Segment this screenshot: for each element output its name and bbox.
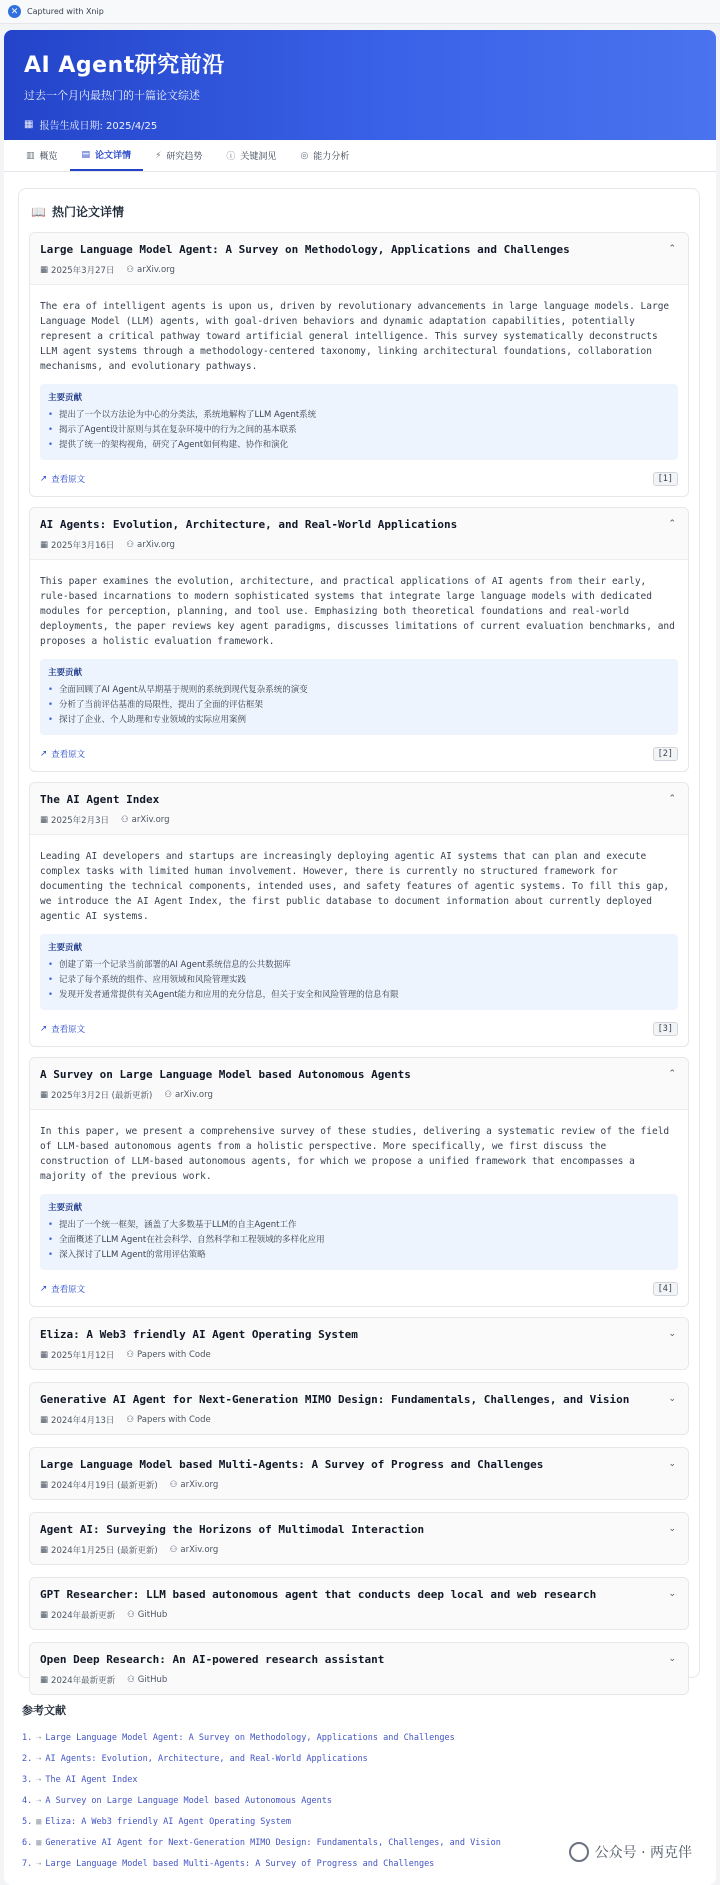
paper-date-text: 2024年4月19日 (最新更新) [51, 1481, 158, 1491]
watermark [565, 1840, 696, 1864]
user-icon: ⚇ [169, 1545, 178, 1555]
page-title: AI Agent研究前沿 [24, 53, 225, 78]
contributions-title: 主要贡献 [48, 393, 83, 403]
page-subtitle: 过去一个月内最热门的十篇论文综述 [24, 89, 200, 102]
paper-date-text: 2025年3月2日 (最新更新) [51, 1091, 153, 1101]
contribution-item [48, 958, 670, 973]
page-frame [4, 30, 716, 1885]
chevron-down-icon[interactable]: ⌄ [668, 1329, 676, 1339]
paper-meta [40, 1089, 678, 1101]
paper-meta [40, 1414, 678, 1426]
contributions-box [40, 1194, 678, 1270]
tab-4[interactable] [288, 140, 361, 171]
paper-date [40, 1609, 115, 1621]
chevron-up-icon[interactable]: ⌃ [668, 794, 676, 804]
reference-badge: [4] [653, 1282, 678, 1296]
reference-number: 7. [22, 1859, 33, 1869]
contribution-item [48, 423, 670, 438]
reference-emoji-icon: ▦ [36, 1838, 42, 1848]
paper-source [170, 1479, 219, 1491]
contribution-item [48, 1233, 670, 1248]
reference-number: 2. [22, 1754, 33, 1764]
reference-link[interactable]: AI Agents: Evolution, Architecture, and Real-World Applications [45, 1754, 368, 1764]
calendar-icon: ▦ [40, 1480, 49, 1490]
contribution-item [48, 683, 670, 698]
contributions-title: 主要贡献 [48, 1203, 83, 1213]
contributions-list [48, 683, 670, 728]
reference-link[interactable]: Large Language Model based Multi-Agents: A Survey of Progress and Challenges [45, 1859, 435, 1869]
xnip-logo-icon: ✕ [8, 5, 21, 18]
paper-source [126, 1414, 210, 1426]
tab-2[interactable] [143, 140, 214, 171]
contribution-text: • 全面回顾了AI Agent从早期基于规则的系统到现代复杂系统的演变 [59, 685, 308, 695]
paper-card [29, 1382, 689, 1435]
paper-meta [40, 1544, 678, 1556]
calendar-icon: ▦ [40, 540, 49, 550]
contribution-text: • 发现开发者通常提供有关Agent能力和应用的充分信息，但关于安全和风险管理的信息有限 [59, 990, 399, 1000]
reference-item[interactable] [22, 1791, 698, 1812]
calendar-icon: ▦ [24, 119, 34, 130]
reference-emoji-icon: ⇢ [36, 1754, 42, 1764]
paper-card [29, 507, 689, 772]
paper-date [40, 1349, 114, 1361]
paper-date [40, 814, 109, 826]
reference-emoji-icon: ⇢ [36, 1796, 42, 1806]
paper-abstract: Leading AI developers and startups are increasingly deploying agentic AI systems that can plan and execute complex tasks with limited human involvement. However, there is currently no structured framework for documenting the technical components, intended uses, and safety features of agentic systems. To fill this gap, we introduce the AI Agent Index, the first public database to document information about currently deployed agentic AI systems. [40, 851, 670, 922]
contribution-item [48, 438, 670, 453]
paper-date [40, 1544, 158, 1556]
external-link-icon: ↗ [40, 474, 48, 484]
paper-card-footer [40, 1282, 678, 1296]
user-icon: ⚇ [169, 1480, 178, 1490]
chevron-up-icon[interactable]: ⌃ [668, 244, 676, 254]
contribution-text: • 揭示了Agent设计原则与其在复杂环境中的行为之间的基本联系 [59, 425, 297, 435]
paper-source-text: arXiv.org [180, 1545, 219, 1555]
paper-source-text: arXiv.org [180, 1480, 219, 1490]
external-link-icon: ↗ [40, 1024, 48, 1034]
contributions-list [48, 1218, 670, 1263]
paper-card [29, 782, 689, 1047]
reference-emoji-icon: ⇢ [36, 1859, 42, 1869]
paper-date-text: 2025年3月27日 [51, 266, 115, 276]
chevron-up-icon[interactable]: ⌃ [668, 1069, 676, 1079]
paper-title: AI Agents: Evolution, Architecture, and Real-World Applications [40, 518, 458, 531]
contribution-text: • 提出了一个以方法论为中心的分类法，系统地解构了LLM Agent系统 [59, 410, 317, 420]
chevron-down-icon[interactable]: ⌄ [668, 1459, 676, 1469]
paper-card-header[interactable] [30, 1643, 688, 1694]
paper-details-section [18, 188, 700, 1686]
tab-3[interactable] [214, 140, 288, 171]
paper-title: Agent AI: Surveying the Horizons of Multimodal Interaction [40, 1523, 425, 1536]
paper-list [29, 232, 689, 1695]
trend-icon: ⚡ [155, 150, 162, 161]
paper-meta [40, 264, 678, 276]
view-original-link[interactable] [40, 473, 85, 485]
paper-title: GPT Researcher: LLM based autonomous agent that conducts deep local and web research [40, 1588, 597, 1601]
chevron-down-icon[interactable]: ⌄ [668, 1589, 676, 1599]
report-header [4, 30, 716, 140]
reference-emoji-icon: ⇢ [36, 1733, 42, 1743]
contribution-item [48, 408, 670, 423]
paper-card-header[interactable] [30, 783, 688, 834]
paper-meta [40, 814, 678, 826]
capture-bar [0, 0, 720, 24]
paper-source [127, 1674, 167, 1686]
reference-number: 4. [22, 1796, 33, 1806]
paper-source [164, 1089, 213, 1101]
calendar-icon: ▦ [40, 1610, 49, 1620]
paper-meta [40, 1349, 678, 1361]
tab-label: 研究趋势 [166, 152, 203, 162]
paper-abstract: The era of intelligent agents is upon us, driven by revolutionary advancements in large language models. Large Language Model (LLM) agents, with goal-driven behaviors and dynamic adaptation capabilities, potentially represent a critical pathway toward artificial general intelligence. This survey systematically deconstructs LLM agent systems through a methodology-centered taxonomy, linking architectural foundations, collaboration mechanisms, and evolutionary pathways. [40, 301, 670, 372]
paper-title: The AI Agent Index [40, 793, 160, 806]
paper-abstract: In this paper, we present a comprehensive survey of these studies, delivering a systematic review of the field of LLM-based autonomous agents from a holistic perspective. More specifically, we first discuss the construction of LLM-based autonomous agents, for which we propose a unified framework that encompasses a majority of the previous work. [40, 1126, 670, 1182]
tab-label: 能力分析 [313, 152, 350, 162]
paper-date-text: 2025年2月3日 [51, 816, 109, 826]
paper-source-text: arXiv.org [137, 540, 175, 550]
chevron-down-icon[interactable]: ⌄ [668, 1524, 676, 1534]
paper-card-header[interactable] [30, 1578, 688, 1629]
contribution-text: • 探讨了企业、个人助理和专业领域的实际应用案例 [59, 715, 247, 725]
paper-card-footer [40, 1022, 678, 1036]
paper-title: Eliza: A Web3 friendly AI Agent Operating System [40, 1328, 358, 1341]
user-icon: ⚇ [120, 815, 129, 825]
paper-title: Large Language Model based Multi-Agents: A Survey of Progress and Challenges [40, 1458, 544, 1471]
view-original-text: 查看原文 [51, 475, 86, 485]
chevron-up-icon[interactable]: ⌃ [668, 519, 676, 529]
contributions-list [48, 408, 670, 453]
paper-card [29, 1577, 689, 1630]
paper-source-text: arXiv.org [137, 265, 175, 275]
paper-date-text: 2025年3月16日 [51, 541, 115, 551]
calendar-icon: ▦ [40, 1090, 49, 1100]
paper-date-text: 2024年4月13日 [51, 1416, 115, 1426]
calendar-icon: ▦ [40, 1350, 49, 1360]
info-icon: ⓘ [226, 152, 236, 162]
reference-number: 1. [22, 1733, 33, 1743]
paper-meta [40, 1609, 678, 1621]
tab-label: 论文详情 [95, 151, 132, 161]
chevron-down-icon[interactable]: ⌄ [668, 1654, 676, 1664]
paper-card-header[interactable] [30, 233, 688, 284]
user-icon: ⚇ [126, 540, 135, 550]
paper-card-header[interactable] [30, 508, 688, 559]
paper-source [126, 264, 175, 276]
reference-badge: [3] [653, 1022, 678, 1036]
chevron-down-icon[interactable]: ⌄ [668, 1394, 676, 1404]
paper-card-header[interactable] [30, 1448, 688, 1499]
paper-card-body [30, 1109, 688, 1306]
contributions-title: 主要贡献 [48, 943, 83, 953]
bar-chart-icon: ▥ [26, 150, 35, 161]
reference-badge: [2] [653, 747, 678, 761]
user-icon: ⚇ [127, 1675, 135, 1685]
paper-source [127, 1609, 167, 1621]
paper-source-text: arXiv.org [131, 815, 170, 825]
section-title-text: 热门论文详情 [51, 205, 124, 219]
contribution-text: • 全面概述了LLM Agent在社会科学、自然科学和工程领域的多样化应用 [59, 1235, 325, 1245]
paper-source [170, 1544, 219, 1556]
paper-card-header[interactable] [30, 1058, 688, 1109]
paper-source-text: GitHub [137, 1675, 168, 1685]
reference-number: 6. [22, 1838, 33, 1848]
contributions-title: 主要贡献 [48, 668, 83, 678]
view-original-link[interactable] [40, 1283, 85, 1295]
report-date [24, 117, 696, 132]
target-icon: ◎ [300, 150, 309, 161]
reference-link[interactable]: Eliza: A Web3 friendly AI Agent Operating System [45, 1817, 292, 1827]
paper-date-text: 2025年1月12日 [51, 1351, 115, 1361]
contribution-item [48, 988, 670, 1003]
tab-1[interactable] [70, 140, 144, 171]
contributions-box [40, 659, 678, 735]
external-link-icon: ↗ [40, 749, 48, 759]
calendar-icon: ▦ [40, 1415, 49, 1425]
reference-item[interactable] [22, 1749, 698, 1770]
tab-label: 关键洞见 [240, 152, 277, 162]
paper-title: Open Deep Research: An AI-powered research assistant [40, 1653, 385, 1666]
paper-date-text: 2024年1月25日 (最新更新) [51, 1546, 158, 1556]
reference-link[interactable]: Generative AI Agent for Next-Generation MIMO Design: Fundamentals, Challenges, and Vision [45, 1838, 501, 1848]
view-original-text: 查看原文 [51, 1285, 86, 1295]
book-icon: 📖 [31, 204, 46, 219]
paper-title: Large Language Model Agent: A Survey on Methodology, Applications and Challenges [40, 243, 570, 256]
capture-label: Captured with Xnip [27, 7, 104, 16]
paper-card [29, 1317, 689, 1370]
paper-meta [40, 539, 678, 551]
contribution-item [48, 713, 670, 728]
paper-card [29, 1447, 689, 1500]
user-icon: ⚇ [164, 1090, 172, 1100]
paper-card-header[interactable] [30, 1318, 688, 1369]
paper-meta [40, 1479, 678, 1491]
paper-date [40, 1089, 152, 1101]
paper-title: A Survey on Large Language Model based Autonomous Agents [40, 1068, 411, 1081]
references-title: 参考文献 [22, 1704, 66, 1717]
paper-title: Generative AI Agent for Next-Generation MIMO Design: Fundamentals, Challenges, and Vision [40, 1393, 630, 1406]
paper-date [40, 264, 114, 276]
reference-emoji-icon: ⇢ [36, 1775, 42, 1785]
reference-emoji-icon: ▦ [36, 1817, 42, 1827]
reference-link[interactable]: Large Language Model Agent: A Survey on Methodology, Applications and Challenges [45, 1733, 455, 1743]
contributions-box [40, 934, 678, 1010]
watermark-text: 公众号 · 两克伴 [594, 1845, 692, 1861]
user-icon: ⚇ [126, 1415, 135, 1425]
paper-source [121, 814, 170, 826]
paper-source [126, 539, 175, 551]
contribution-item [48, 698, 670, 713]
view-original-link[interactable] [40, 1023, 85, 1035]
paper-card [29, 1512, 689, 1565]
paper-abstract: This paper examines the evolution, architecture, and practical applications of AI agents from their early, rule-based incarnations to modern sophisticated systems that integrate large language models with dedicated modules for perception, planning, and tool use. Emphasizing both theoretical foundations and real-world deployments, the paper reviews key agent paradigms, discusses limitations of current evaluation benchmarks, and proposes a holistic evaluation framework. [40, 576, 675, 647]
reference-number: 5. [22, 1817, 33, 1827]
contribution-item [48, 1218, 670, 1233]
paper-meta [40, 1674, 678, 1686]
paper-source-text: Papers with Code [137, 1415, 211, 1425]
calendar-icon: ▦ [40, 815, 49, 825]
reference-badge: [1] [653, 472, 678, 486]
contribution-text: • 提出了一个统一框架，涵盖了大多数基于LLM的自主Agent工作 [59, 1220, 297, 1230]
contributions-list [48, 958, 670, 1003]
external-link-icon: ↗ [40, 1284, 48, 1294]
paper-card-body [30, 834, 688, 1046]
contribution-item [48, 1248, 670, 1263]
contribution-text: • 创建了第一个记录当前部署的AI Agent系统信息的公共数据库 [59, 960, 291, 970]
user-icon: ⚇ [126, 1350, 135, 1360]
paper-source [126, 1349, 210, 1361]
view-original-link[interactable] [40, 748, 85, 760]
reference-item[interactable] [22, 1770, 698, 1791]
paper-card [29, 1057, 689, 1307]
contribution-item [48, 973, 670, 988]
reference-link[interactable]: A Survey on Large Language Model based Autonomous Agents [45, 1796, 332, 1806]
reference-item[interactable] [22, 1812, 698, 1833]
paper-date [40, 1479, 158, 1491]
wechat-logo-icon [569, 1842, 589, 1862]
paper-source-text: Papers with Code [137, 1350, 211, 1360]
contribution-text: • 提供了统一的架构视角，研究了Agent如何构建、协作和演化 [59, 440, 289, 450]
paper-card [29, 232, 689, 497]
paper-card [29, 1642, 689, 1695]
calendar-icon: ▦ [40, 1545, 49, 1555]
tab-0[interactable] [14, 140, 70, 171]
paper-source-text: arXiv.org [174, 1090, 213, 1100]
view-original-text: 查看原文 [51, 1025, 86, 1035]
reference-number: 3. [22, 1775, 33, 1785]
calendar-icon: ▦ [40, 265, 49, 275]
reference-item[interactable] [22, 1728, 698, 1749]
paper-card-header[interactable] [30, 1513, 688, 1564]
contribution-text: • 分析了当前评估基准的局限性，提出了全面的评估框架 [59, 700, 264, 710]
paper-date-text: 2024年最新更新 [51, 1676, 116, 1686]
paper-date-text: 2024年最新更新 [51, 1611, 116, 1621]
reference-link[interactable]: The AI Agent Index [45, 1775, 138, 1785]
user-icon: ⚇ [127, 1610, 135, 1620]
user-icon: ⚇ [126, 265, 135, 275]
paper-date [40, 1674, 115, 1686]
contribution-text: • 深入探讨了LLM Agent的常用评估策略 [59, 1250, 206, 1260]
paper-source-text: GitHub [137, 1610, 168, 1620]
tab-bar [4, 140, 716, 172]
calendar-icon: ▦ [40, 1675, 49, 1685]
paper-card-footer [40, 472, 678, 486]
report-date-label: 报告生成日期: 2025/4/25 [39, 121, 158, 132]
contribution-text: • 记录了每个系统的组件、应用领域和风险管理实践 [59, 975, 247, 985]
paper-card-body [30, 559, 688, 771]
paper-card-footer [40, 747, 678, 761]
view-original-text: 查看原文 [51, 750, 86, 760]
paper-card-body [30, 284, 688, 496]
contributions-box [40, 384, 678, 460]
section-title [31, 203, 689, 220]
tab-label: 概览 [39, 152, 58, 162]
paper-date [40, 1414, 114, 1426]
paper-date [40, 539, 114, 551]
document-icon: ▤ [81, 149, 91, 160]
paper-card-header[interactable] [30, 1383, 688, 1434]
